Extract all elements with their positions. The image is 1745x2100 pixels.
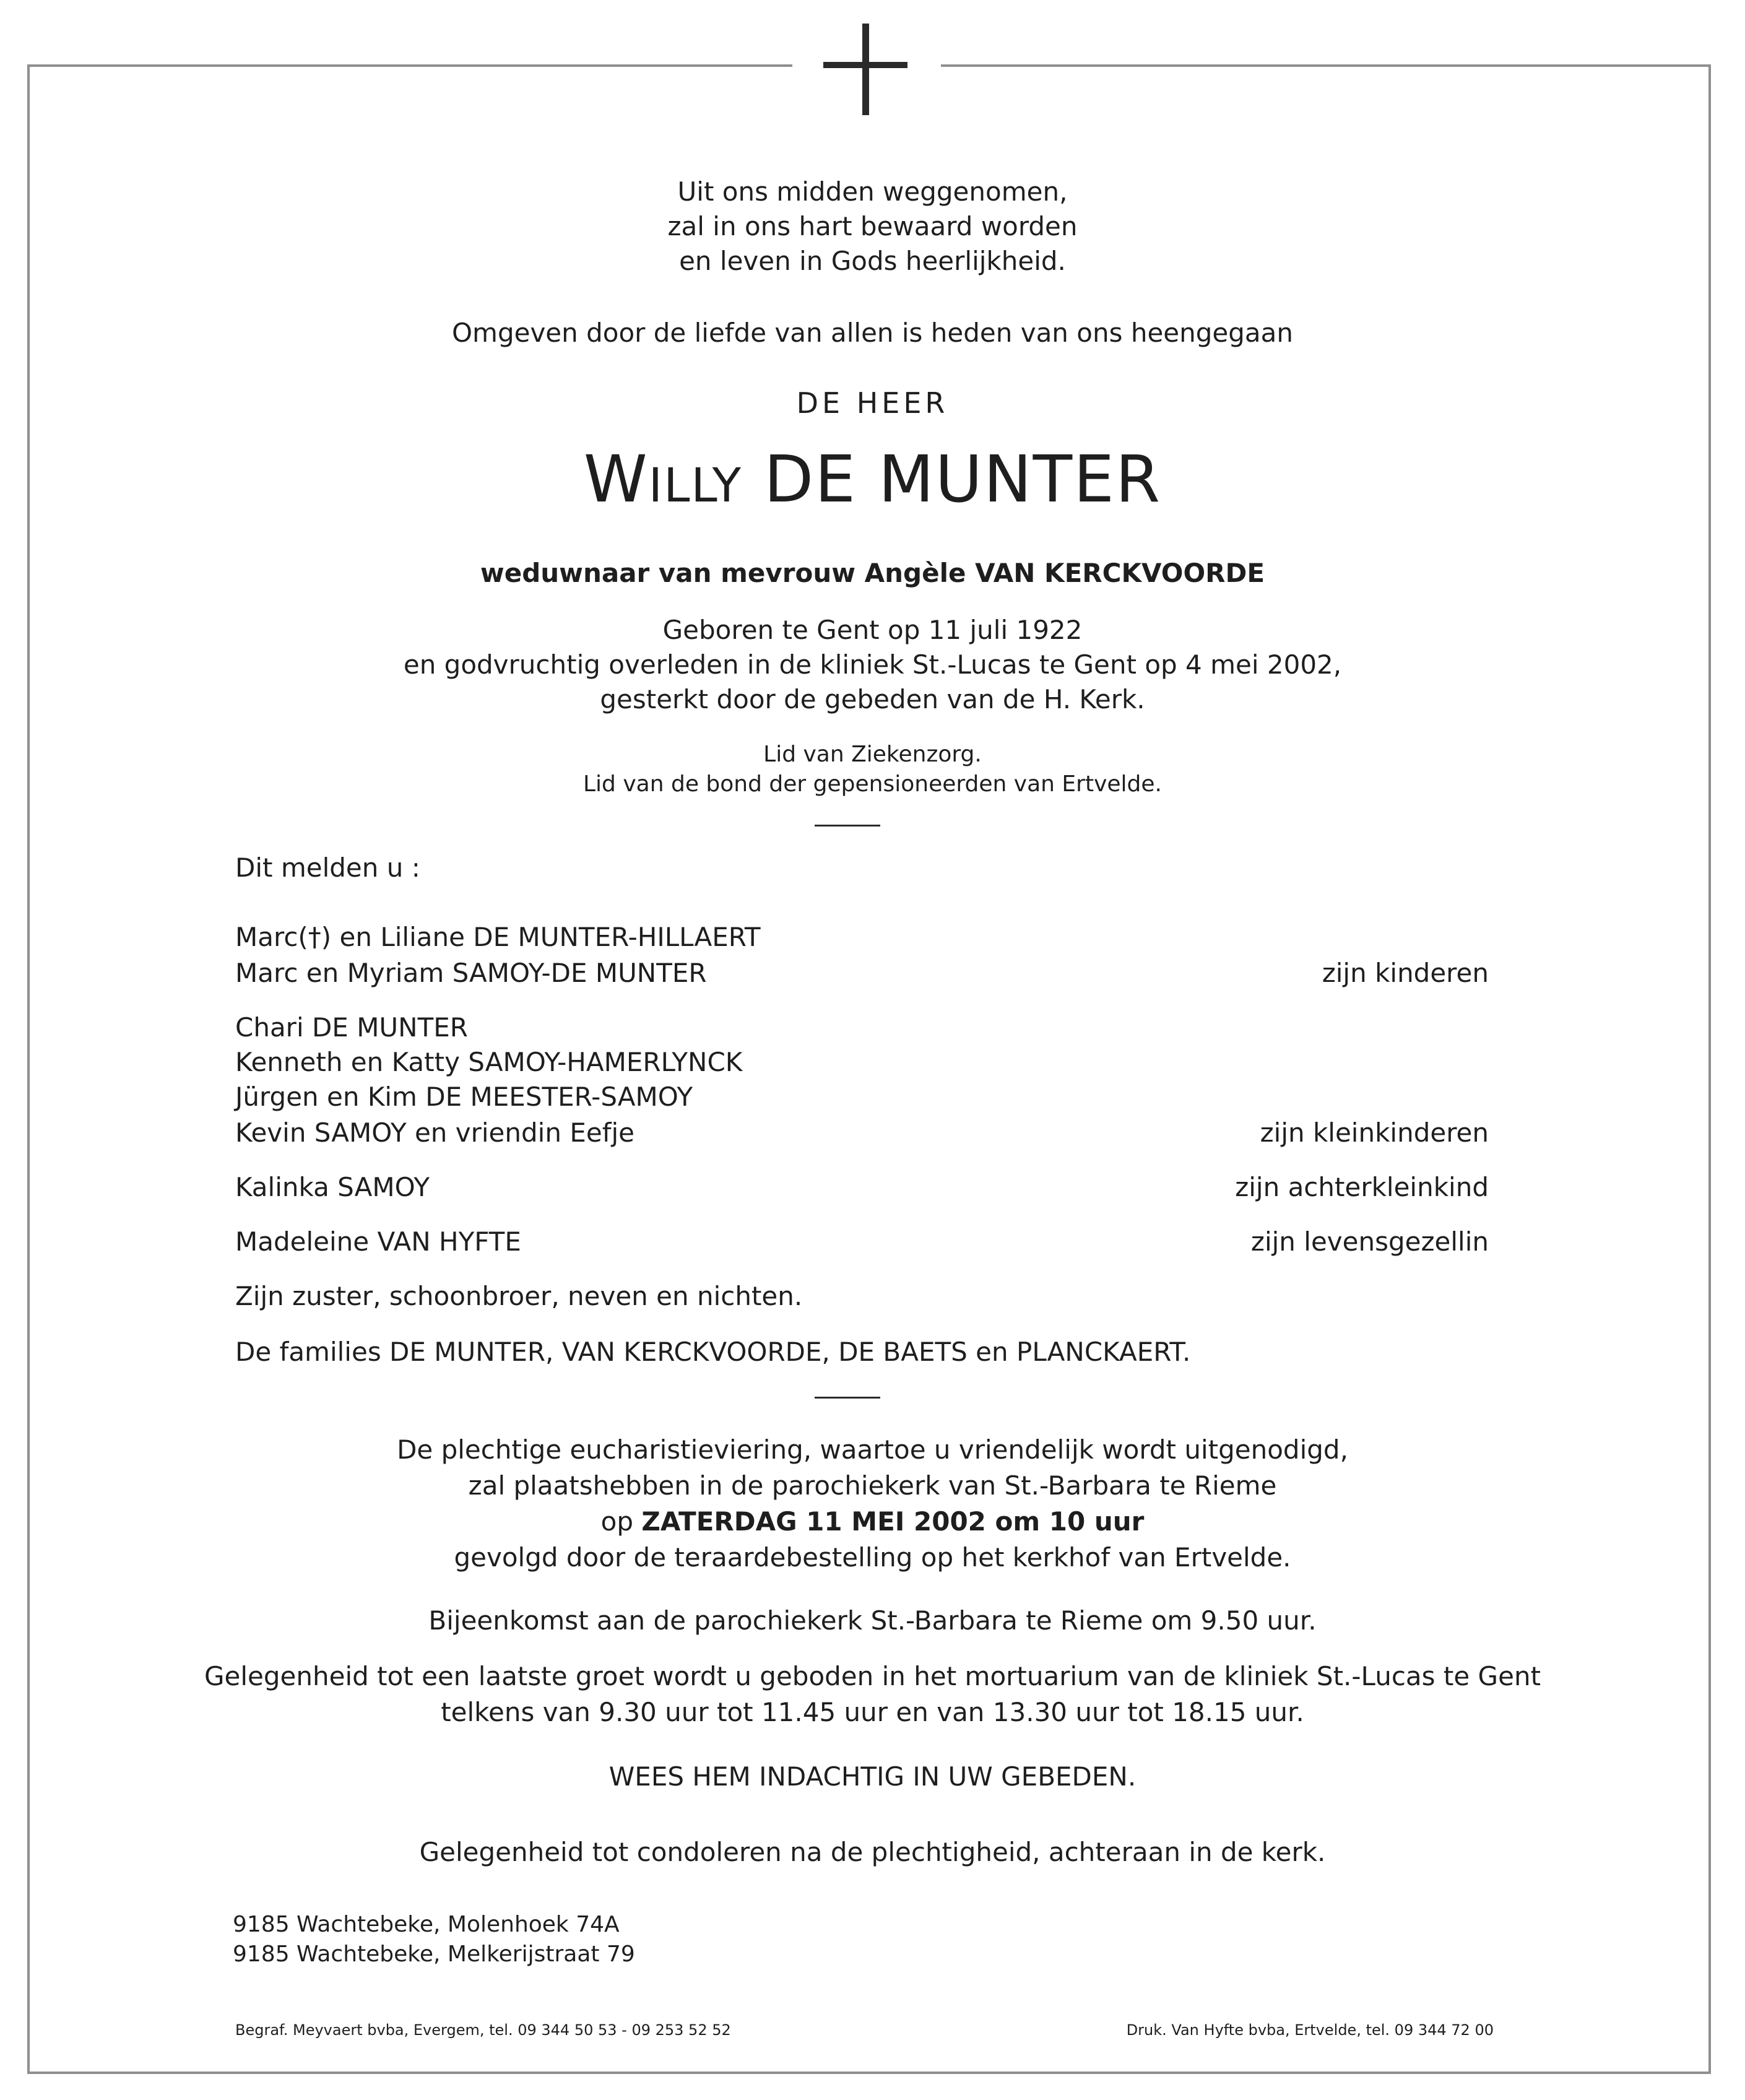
deceased-name [0,442,1745,523]
title-prefix: DE HEER [796,386,949,420]
life-line-1: Geboren te Gent op 11 juli 1922 [662,615,1083,645]
great-grandchild: Kalinka SAMOY [235,1172,430,1202]
date-bold: ZATERDAG 11 MEI 2002 om 10 uur [641,1506,1145,1537]
poem-line-3: en leven in Gods heerlijkheid. [679,246,1066,276]
great-grandchild-label: zijn achterkleinkind [1235,1172,1489,1202]
first-rest: ILLY [648,458,743,513]
service-line-2: zal plaatshebben in de parochiekerk van St.-Barbara te Rieme [468,1470,1277,1501]
children-label: zijn kinderen [1322,958,1489,988]
child-2: Marc en Myriam SAMOY-DE MUNTER [235,958,707,988]
condolences-text: Gelegenheid tot condoleren na de plechtigheid, achteraan in de kerk. [419,1837,1326,1867]
service-line-4: gevolgd door de teraardebestelling op het kerkhof van Ertvelde. [454,1542,1291,1573]
grandchild-4: Kevin SAMOY en vriendin Eefje [235,1117,634,1148]
divider [815,1397,880,1399]
gathering-text: Bijeenkomst aan de parochiekerk St.-Barbara te Rieme om 9.50 uur. [428,1605,1317,1636]
grandchild-3: Jürgen en Kim DE MEESTER-SAMOY [235,1082,693,1112]
grandchild-2: Kenneth en Katty SAMOY-HAMERLYNCK [235,1047,743,1077]
announce-text: Dit melden u : [235,853,420,883]
siblings: Zijn zuster, schoonbroer, neven en nichten. [235,1281,803,1311]
child-1: Marc(†) en Liliane DE MUNTER-HILLAERT [235,922,761,952]
membership-2: Lid van de bond der gepensioneerden van Ertvelde. [583,771,1162,797]
first-initial: W [583,441,649,517]
spouse-line: weduwnaar van mevrouw Angèle VAN KERCKVOORDE [480,558,1265,588]
partner-label: zijn levensgezellin [1250,1226,1489,1257]
undertaker-credit: Begraf. Meyvaert bvba, Evergem, tel. 09 344 50 53 - 09 253 52 52 [235,2021,731,2039]
address-1: 9185 Wachtebeke, Molenhoek 74A [233,1912,620,1937]
life-line-3: gesterkt door de gebeden van de H. Kerk. [600,684,1145,714]
date-prefix: op [600,1506,633,1537]
address-2: 9185 Wachtebeke, Melkerijstraat 79 [233,1942,635,1967]
divider [815,825,880,827]
life-line-2: en godvruchtig overleden in de kliniek St.-Lucas te Gent op 4 mei 2002, [403,649,1342,680]
membership-1: Lid van Ziekenzorg. [763,742,982,767]
poem-line-2: zal in ons hart bewaard worden [667,211,1078,241]
farewell-line-2: telkens van 9.30 uur tot 11.45 uur en van 13.30 uur tot 18.15 uur. [441,1697,1304,1727]
partner: Madeleine VAN HYFTE [235,1226,521,1257]
grandchildren-label: zijn kleinkinderen [1260,1117,1489,1148]
surname: DE MUNTER [764,441,1162,517]
grandchild-1: Chari DE MUNTER [235,1012,468,1043]
farewell-line-1: Gelegenheid tot een laatste groet wordt u geboden in het mortuarium van de kliniek St.-Lucas te Gent [204,1661,1541,1691]
service-date [0,1506,1745,1538]
service-line-1: De plechtige eucharistieviering, waartoe u vriendelijk wordt uitgenodigd, [397,1434,1348,1465]
poem-line-1: Uit ons midden weggenomen, [677,176,1068,207]
families: De families DE MUNTER, VAN KERCKVOORDE, DE BAETS en PLANCKAERT. [235,1337,1191,1367]
printer-credit: Druk. Van Hyfte bvba, Ertvelde, tel. 09 344 72 00 [1126,2021,1494,2039]
intro-text: Omgeven door de liefde van allen is heden van ons heengegaan [451,318,1294,348]
remember-text: WEES HEM INDACHTIG IN UW GEBEDEN. [608,1761,1137,1792]
